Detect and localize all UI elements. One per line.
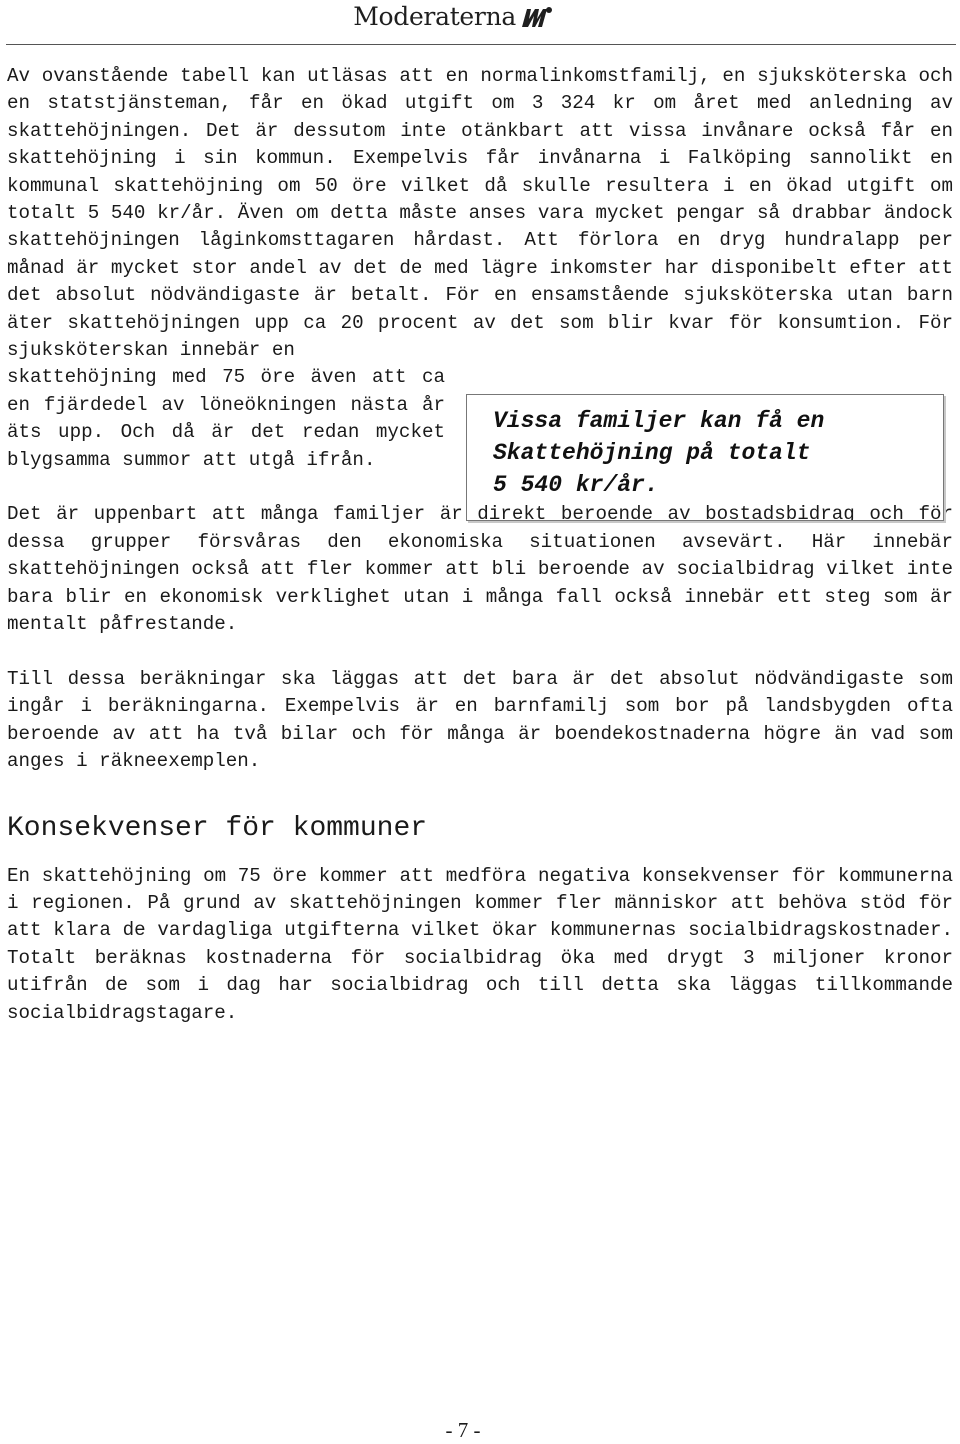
paragraph: En skattehöjning om 75 öre kommer att medföra negativa konsekvenser för kommunerna i regionen. På grund av skattehöjningen kommer fler människor att behöva stöd för att klara de vardagliga utgifterna vilket ökar kommunernas socialbidragskostnader. Totalt beräknas kostnaderna för socialbidrag öka med drygt 3 miljoner kronor utifrån de som i dag har socialbidrag och till detta ska läggas tillkommande socialbidragstagare. xyxy=(7,864,953,1024)
section-heading: Konsekvenser för kommuner xyxy=(7,812,428,844)
callout-line: Vissa familjer kan få en xyxy=(493,408,825,435)
page-number: - 7 - xyxy=(445,1418,481,1442)
callout-line: Skattehöjning på totalt xyxy=(493,440,811,467)
logo-text: Moderaterna xyxy=(353,2,516,31)
paragraph: Det är uppenbart att många familjer är direkt beroende av bostadsbidrag och för dessa grupper försvåras den ekonomiska situationen avsevärt. Här innebär skattehöjningen också att fler kommer att bli beroende av socialbidrag vilket inte bara blir en ekonomisk verklighet utan i många fall också innebär ett steg som är mentalt påfrestande. xyxy=(7,503,953,636)
callout-line: 5 540 kr/år. xyxy=(493,472,659,499)
moderaterna-m-icon xyxy=(520,5,554,29)
party-logo xyxy=(353,2,554,31)
paragraph: Av ovanstående tabell kan utläsas att en normalinkomstfamilj, en sjuksköterska och en statstjänsteman, får en ökad utgift om 3 324 kr om året med anledning av skattehöjningen. Det är dessutom inte otänkbart att vissa invånare också får en skattehöjning i sin kommun. Exempelvis får invånarna i Falköping sannolikt en kommunal skattehöjning om 50 öre vilket då skulle resultera i en ökad utgift om totalt 5 540 kr/år. Även om detta måste anses vara mycket pengar så drabbar ändock skattehöjningen låginkomsttagaren hårdast. Att förlora en dryg hundralapp per månad är mycket stor andel av det de med lägre inkomster har disponibelt efter att det absolut nödvändigaste är betalt. För en ensamstående sjuksköterska utan barn äter skattehöjningen upp ca 20 procent av det som blir kvar för konsumtion. För sjuksköterskan innebär en xyxy=(7,65,953,362)
wrapped-text-block xyxy=(7,364,953,499)
callout-box xyxy=(466,394,944,521)
document-body xyxy=(7,63,953,1027)
header-divider xyxy=(6,44,956,45)
paragraph: skattehöjning med 75 öre även att ca en fjärdedel av löneökningen nästa år äts upp. Och då är det redan mycket blygsamma summor att utgå ifrån. xyxy=(7,366,445,471)
paragraph: Till dessa beräkningar ska läggas att det bara är det absolut nödvändigaste som ingår i beräkningarna. Exempelvis är en barnfamilj som bor på landsbygden ofta beroende av att ha två bilar och för många är boendekostnaderna högre än vad som anges i räkneexemplen. xyxy=(7,667,953,773)
